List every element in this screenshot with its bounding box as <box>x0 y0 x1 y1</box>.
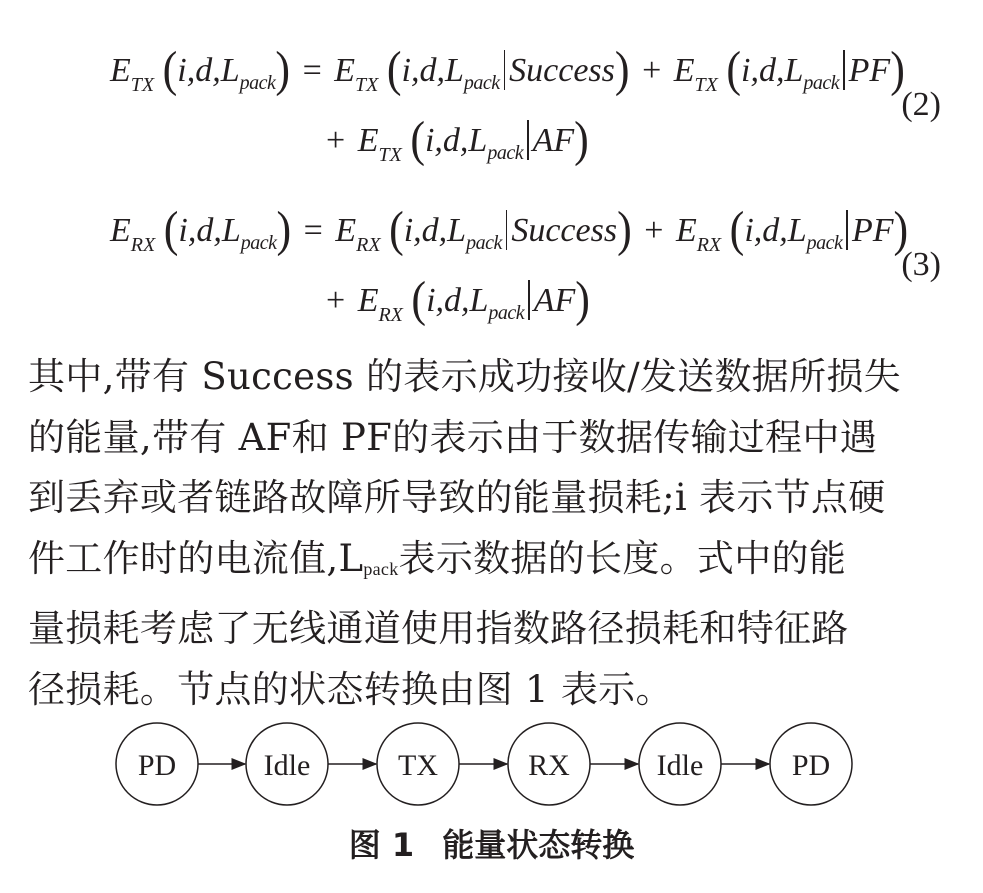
eq3-term-success: Success <box>511 212 618 249</box>
state-node-4 <box>508 723 590 805</box>
paragraph-line-4: 件工作时的电流值,Lpack表示数据的长度。式中的能 <box>28 536 847 580</box>
state-label-2: Idle <box>263 749 311 782</box>
eq3-term-af: AF <box>533 282 576 319</box>
state-label-1: PD <box>137 749 177 782</box>
paragraph-line-2: 的能量,带有 AF和 PF的表示由于数据传输过程中遇 <box>28 415 878 459</box>
paragraph-line-6: 径损耗。节点的状态转换由图 1 表示。 <box>28 667 673 711</box>
eq2-lhs-subscript: TX <box>130 74 155 96</box>
equation-3-line-2: + $E_{RX}$ ($i,d,L_{pack}$ AF) <box>326 272 590 327</box>
paragraph-line-5: 量损耗考虑了无线通道使用指数路径损耗和特征路 <box>28 607 849 650</box>
paragraph-line-3: 到丢弃或者链路故障所导致的能量损耗;i 表示节点硬 <box>28 476 886 519</box>
state-label-5: Idle <box>656 749 704 782</box>
state-label-4: RX <box>528 749 570 782</box>
state-label-3: TX <box>398 749 438 782</box>
state-node-6 <box>770 723 852 805</box>
l-pack-subscript: pack <box>363 558 399 579</box>
state-node-5 <box>639 723 721 805</box>
eq2-term-pf: PF <box>848 52 891 89</box>
figure-caption <box>0 820 983 866</box>
state-label-6: PD <box>791 749 831 782</box>
equation-3-number: (3) <box>901 246 941 283</box>
state-node-2 <box>246 723 328 805</box>
paragraph-line-1: 其中,带有 Success 的表示成功接收/发送数据所损失 <box>28 355 901 398</box>
body-paragraph <box>28 347 958 720</box>
equation-2-number: (2) <box>901 86 941 123</box>
state-transition-diagram <box>0 720 983 820</box>
equation-2-line-2: + $E_{TX}$ ($i,d,L_{pack}$ AF) <box>326 112 589 167</box>
equation-2-line-1: $E_{TX}$ $(i,d,L_{pack}) = E_{TX}$ ($i,d,L_{pack}$ Success) + $E_{TX}$ ($i,d,L_{pack}$ PF) <box>110 42 905 97</box>
eq2-lhs-symbol: E <box>110 52 131 89</box>
equation-3-line-1: $E_{RX}$ $(i,d,L_{pack}) = E_{RX}$ ($i,d,L_{pack}$ Success) + $E_{RX}$ ($i,d,L_{pack}$ PF) <box>110 202 909 257</box>
eq2-term-success: Success <box>509 52 615 89</box>
state-node-1 <box>116 723 198 805</box>
eq3-term-pf: PF <box>851 212 894 249</box>
eq2-term-af: AF <box>532 122 575 159</box>
eq3-lhs-symbol: E <box>110 212 131 249</box>
eq3-lhs-subscript: RX <box>130 234 156 256</box>
figure-label: 图 1 <box>348 826 415 864</box>
figure-title: 能量状态转换 <box>442 826 635 864</box>
state-node-3 <box>377 723 459 805</box>
